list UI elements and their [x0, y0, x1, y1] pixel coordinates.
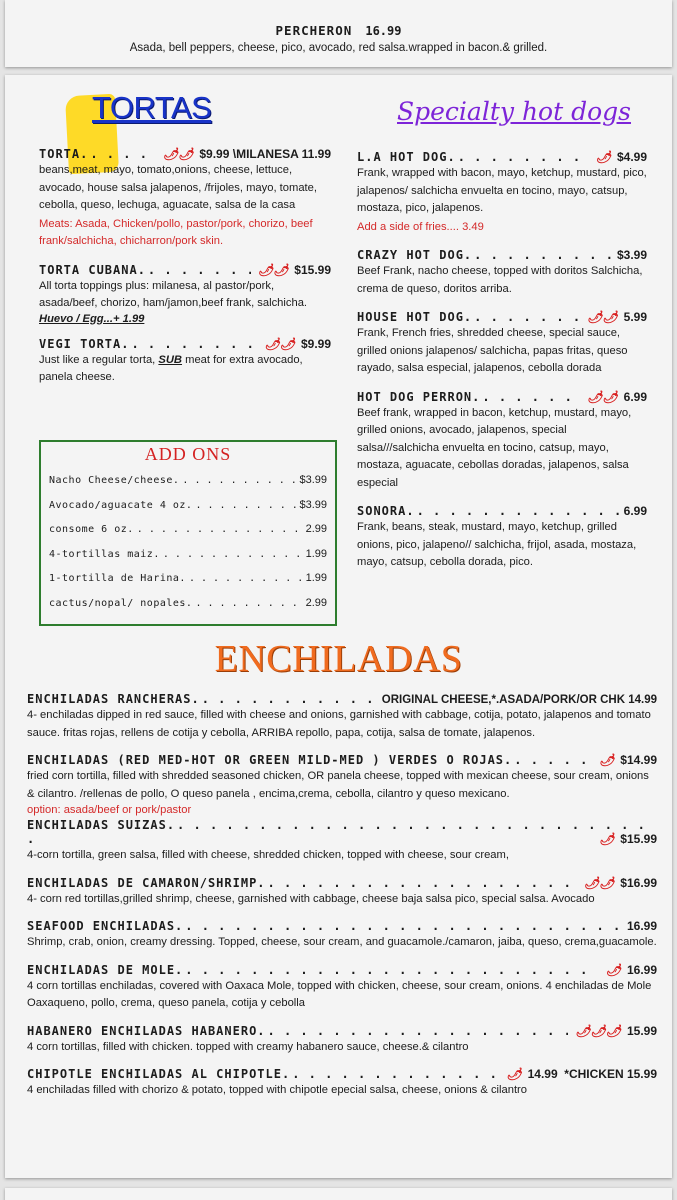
item-description: All torta toppings plus: milanesa, al pastor/pork, asada/beef, chorizo, ham/jamon,beef frank, salchicha. [39, 279, 308, 309]
next-card-edge [5, 1188, 672, 1200]
chili-pepper-icon: 🌶 [599, 832, 615, 846]
egg-addon-note: Huevo / Egg...+ 1.99 [39, 312, 145, 325]
item-price: $9.99 [300, 336, 331, 351]
tortas-section [39, 147, 331, 399]
chili-pepper-icon: 🌶 [599, 753, 615, 767]
item-price: $9.99 \MILANESA 11.99 [199, 147, 331, 161]
addons-box [39, 440, 337, 626]
top-card [5, 0, 672, 67]
chili-pepper-icon: 🌶🌶 [257, 262, 289, 277]
menu-item-habanero-enchiladas: HABANERO ENCHILADAS HABANERO. . . . 🌶🌶🌶 15.99 4 corn tortillas, filled with chicken. topped with creamy habanero sauce, cheese.& cilantro [27, 1024, 657, 1057]
menu-item-torta [39, 147, 331, 251]
item-description: Just like a regular torta, SUB meat for extra avocado, panela cheese. [39, 353, 303, 383]
chili-pepper-icon: 🌶🌶🌶 [575, 1023, 621, 1038]
menu-item-enchiladas-suizas: ENCHILADAS SUIZAS. . . . . 🌶 $15.99 4-corn tortilla, green salsa, filled with cheese, shredded chicken, topped with cheese, sour cream, [27, 818, 657, 865]
menu-item-sonora: SONORA. . . . 6.99 Frank, beans, steak, mustard, mayo, ketchup, grilled onions, pico, jalapeno// salchicha, frijol, asada, mostaza, mayo, catsup, cebolla dorada, pico. [357, 504, 647, 572]
menu-item-enchiladas-mole: ENCHILADAS DE MOLE. . . . 🌶 16.99 4 corn tortillas enchiladas, covered with Oaxaca Mole, topped with chicken, cheese, sour cream, onions. 4 enchiladas de Mole Oaxaqueno, pollo, crema, queso panela, cotija y cebolla [27, 963, 657, 1013]
fries-addon: Add a side of fries.... 3.49 [357, 220, 484, 233]
chili-pepper-icon: 🌶🌶 [587, 389, 618, 404]
chili-pepper-icon: 🌶🌶 [264, 336, 295, 351]
menu-item-enchiladas-verdes-rojas: ENCHILADAS (RED MED-HOT OR GREEN MILD-MED ) VERDES O ROJAS. . . . 🌶 $14.99 fried corn tortilla, filled with shredded seasoned chicken, OR panela cheese, topped with mexican cheese, sour cream, onions & cilantro. /rellenas de pollo, O queso panela , encima,crema, cebolla, cilantro y queso mexicano. option: asada/beef or pork/pastor [27, 753, 657, 816]
addons-heading: ADD ONS [144, 444, 232, 464]
menu-item-seafood-enchiladas: SEAFOOD ENCHILADAS. . . . 16.99 Shrimp, crab, onion, creamy dressing. Topped, cheese, sour cream, and guacamole./camaron, jaiba, queso, crema,guacamole. [27, 919, 657, 952]
addon-row: 1-tortilla de Harina. . . . 1.99 [49, 572, 327, 597]
tortas-heading: TORTAS [92, 90, 212, 125]
menu-item-hot-dog-perron: HOT DOG PERRON. . . . 🌶🌶 6.99 Beef frank, wrapped in bacon, ketchup, mustard, mayo, grilled onions, avocado, jalapenos, special salsa///salchicha envuelta en tocino, catsup, mayo, mostaza, aguacate, cebollas doradas, jalapenos, salsa especial [357, 390, 647, 493]
item-description: Asada, bell peppers, cheese, pico, avocado, red salsa.wrapped in bacon.& grilled. [129, 42, 548, 54]
meat-options: Meats: Asada, Chicken/pollo, pastor/pork, chorizo, beef frank/salchicha, chicharron/pork skin. [39, 217, 313, 247]
item-price: $15.99 [294, 262, 331, 277]
item-description: beans,meat, mayo, tomato,onions, cheese, lettuce, avocado, house salsa jalapenos, /frijoles, mayo, tomate, cebolla, queso, lechuga, aguacate, salsa de la casa [39, 164, 317, 211]
chili-pepper-icon: 🌶 [605, 962, 621, 977]
chili-pepper-icon: 🌶 [595, 150, 611, 164]
enchiladas-section [27, 692, 657, 1111]
hotdogs-heading: Specialty hot dogs [397, 97, 631, 126]
item-name: PERCHERON [275, 23, 353, 38]
menu-item-percheron [5, 20, 672, 39]
main-menu-card [5, 75, 672, 1178]
meat-option: option: asada/beef or pork/pastor [27, 804, 192, 816]
dot-leader [90, 147, 156, 161]
chili-pepper-icon: 🌶 [506, 1067, 522, 1081]
menu-item-enchiladas-rancheras: ENCHILADAS RANCHERAS. . . . ORIGINAL CHEESE,*.ASADA/PORK/OR CHK 14.99 4- enchiladas dipped in red sauce, filled with cheese and onions, garnished with cabbage, cotija, potato, jalapenos and tomato sauce. fritas rojas, rellens de cotija y cebolla, ARRIBA repollo, papa, cotija, salsa de tomate, jalapenos. [27, 692, 657, 742]
addon-row: 4-tortillas maiz. . . . 1.99 [49, 548, 327, 573]
menu-item-house-hot-dog: HOUSE HOT DOG. . . . 🌶🌶 5.99 Frank, French fries, shredded cheese, special sauce, grilled onions jalapenos/ salchicha, papas fritas, queso rayado, salsa especial, jalapenos, cebolla dorada [357, 310, 647, 378]
dot-leader [148, 263, 251, 277]
addon-row: Nacho Cheese/cheese. . . . $3.99 [49, 474, 327, 499]
addon-row: consome 6 oz. . . . 2.99 [49, 523, 327, 548]
menu-item-crazy-hot-dog: CRAZY HOT DOG. . . . $3.99 Beef Frank, nacho cheese, topped with doritos Salchicha, crema de queso, doritos arriba. [357, 248, 647, 298]
menu-item-la-hot-dog: L.A HOT DOG. . . . 🌶 $4.99 Frank, wrapped with bacon, mayo, ketchup, mustard, pico, jalapenos/ salchicha envuelta en tocino, mayo, catsup, mostaza, pico, jalapenos. Add a side of fries.... 3.49 [357, 150, 647, 236]
enchiladas-heading: ENCHILADAS [214, 638, 463, 680]
chili-pepper-icon: 🌶🌶 [587, 310, 618, 324]
addon-row: cactus/nopal/ nopales. . . . 2.99 [49, 597, 327, 622]
item-name: VEGI TORTA. [39, 336, 130, 351]
menu-item-torta-cubana [39, 263, 331, 325]
addon-row: Avocado/aguacate 4 oz. . . . $3.99 [49, 499, 327, 524]
menu-item-chipotle-enchiladas: CHIPOTLE ENCHILADAS AL CHIPOTLE. . . . 🌶 14.99 *CHICKEN 15.99 4 enchiladas filled with chorizo & potato, topped with chipotle epecial salsa, cheese, onions & cilantro [27, 1067, 657, 1100]
chili-pepper-icon: 🌶🌶 [583, 875, 615, 890]
dot-leader [131, 337, 257, 351]
item-name: TORTA. [39, 147, 89, 161]
menu-item-vegi-torta [39, 337, 331, 387]
hotdogs-section [357, 150, 647, 584]
item-price: 16.99 [365, 24, 402, 38]
menu-item-enchiladas-camaron: ENCHILADAS DE CAMARON/SHRIMP. . . . 🌶🌶 $16.99 4- corn red tortillas,grilled shrimp, cheese, garnished with cabbage, cheese baja salsa pico, special salsa. Avocado [27, 876, 657, 909]
chili-pepper-icon: 🌶🌶 [162, 147, 194, 161]
item-name: TORTA CUBANA. [39, 262, 146, 277]
